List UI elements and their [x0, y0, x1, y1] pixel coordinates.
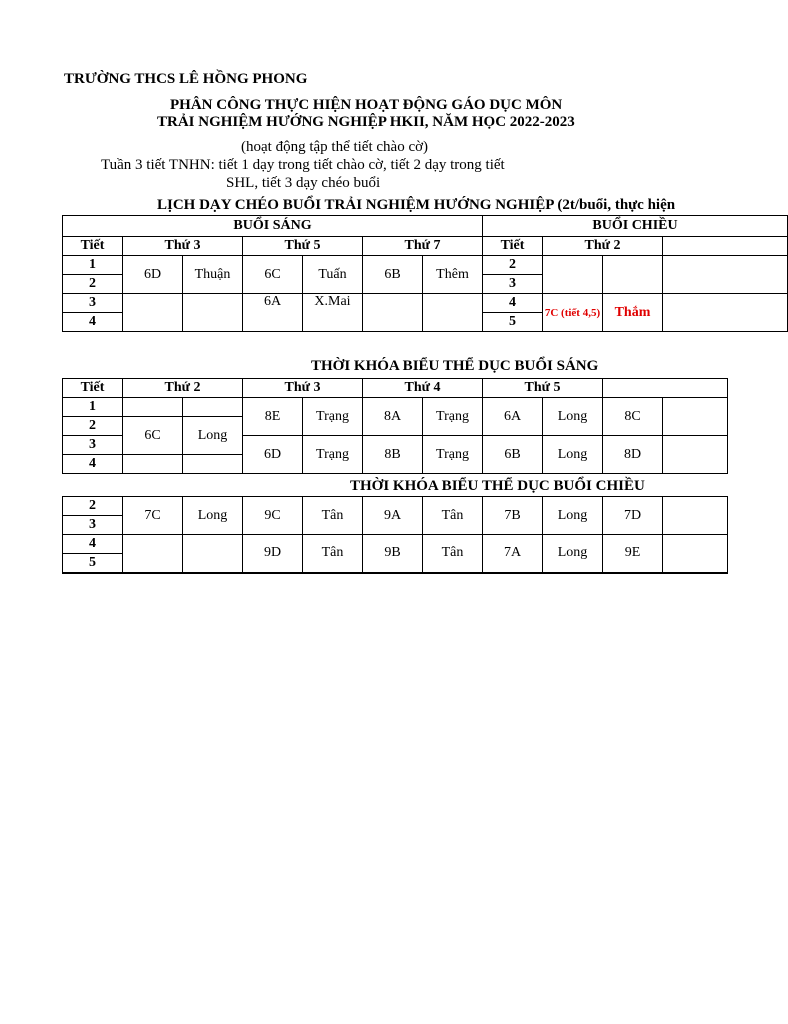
- col-tiet-afternoon: Tiết: [483, 237, 543, 256]
- morning-session-header: BUỔI SÁNG: [63, 216, 483, 237]
- col-thu7: Thứ 7: [363, 237, 483, 256]
- t2-empty-4b: [183, 455, 243, 474]
- t2-period-2: 2: [63, 417, 123, 436]
- t3-period-4: 4: [63, 535, 123, 554]
- t2-cell: 8C: [603, 398, 663, 436]
- period-1: 1: [63, 256, 123, 275]
- table1: [62, 215, 788, 332]
- t2-cell: 8A: [363, 398, 423, 436]
- period-3: 3: [63, 294, 123, 313]
- thu5-class-b: 6A: [243, 294, 303, 332]
- t2-col-thu4: Thứ 4: [363, 379, 483, 398]
- col-extra: [663, 237, 788, 256]
- thu2-class: 7C (tiết 4,5): [543, 294, 603, 332]
- col-tiet-morning: Tiết: [63, 237, 123, 256]
- period-4-afternoon: 4: [483, 294, 543, 313]
- thu5-class-a: 6C: [243, 256, 303, 294]
- table2-heading: THỜI KHÓA BIỂU THỂ DỤC BUỔI SÁNG: [311, 358, 599, 374]
- t2-col-thu5: Thứ 5: [483, 379, 603, 398]
- note-line1: (hoạt động tập thể tiết chào cờ): [241, 139, 429, 155]
- t2-empty-1a: [123, 398, 183, 417]
- t2-cell: Long: [543, 436, 603, 474]
- t3-cell: 9D: [243, 535, 303, 573]
- t2-thu2-class: 6C: [123, 417, 183, 455]
- t3-cell: Long: [543, 497, 603, 535]
- col-thu5: Thứ 5: [243, 237, 363, 256]
- thu2-empty-b: [603, 256, 663, 294]
- period-2-afternoon: 2: [483, 256, 543, 275]
- t3-cell: Long: [183, 497, 243, 535]
- period-4: 4: [63, 313, 123, 332]
- t3-cell-empty: [663, 497, 728, 535]
- t3-cell: 7D: [603, 497, 663, 535]
- t3-cell: 9B: [363, 535, 423, 573]
- document-title-line1: PHÂN CÔNG THỰC HIỆN HOẠT ĐỘNG GÁO DỤC MÔN: [170, 97, 563, 113]
- t2-thu2-teacher: Long: [183, 417, 243, 455]
- thu7-empty-b: [423, 294, 483, 332]
- table2-container: [62, 378, 668, 478]
- table1-heading: LỊCH DẠY CHÉO BUỔI TRẢI NGHIỆM HƯỚNG NGHIỆP (2t/buổi, thực hiện: [157, 197, 676, 213]
- t3-cell: Long: [543, 535, 603, 573]
- t3-cell: 9C: [243, 497, 303, 535]
- t2-col-tiet: Tiết: [63, 379, 123, 398]
- t2-cell: Trạng: [303, 436, 363, 474]
- t3-cell: 7A: [483, 535, 543, 573]
- t3-cell-empty: [663, 535, 728, 573]
- t2-empty-4a: [123, 455, 183, 474]
- t3-cell: Tân: [303, 535, 363, 573]
- thu7-empty-a: [363, 294, 423, 332]
- col-thu2: Thứ 2: [543, 237, 663, 256]
- t3-cell: 9A: [363, 497, 423, 535]
- thu7-teacher: Thêm: [423, 256, 483, 294]
- t2-col-thu6: [603, 379, 728, 398]
- note-line3: SHL, tiết 3 dạy chéo buổi: [226, 175, 381, 191]
- t3-cell: 7B: [483, 497, 543, 535]
- col-thu3: Thứ 3: [123, 237, 243, 256]
- t2-cell: Long: [543, 398, 603, 436]
- document-title-line2: TRẢI NGHIỆM HƯỚNG NGHIỆP HKII, NĂM HỌC 2022-2023: [157, 114, 575, 130]
- table1-container: [62, 215, 678, 337]
- t2-cell: 6B: [483, 436, 543, 474]
- t3-empty-b: [183, 535, 243, 573]
- t2-cell: 8D: [603, 436, 663, 474]
- thu3-empty-b: [183, 294, 243, 332]
- thu2-empty-a: [543, 256, 603, 294]
- t3-cell: Tân: [423, 535, 483, 573]
- thu3-class: 6D: [123, 256, 183, 294]
- school-name: TRƯỜNG THCS LÊ HỒNG PHONG: [64, 71, 308, 87]
- table3: [62, 496, 728, 574]
- t2-cell: Trạng: [423, 398, 483, 436]
- table2: [62, 378, 728, 474]
- thu3-teacher: Thuận: [183, 256, 243, 294]
- t2-period-3: 3: [63, 436, 123, 455]
- t3-period-3: 3: [63, 516, 123, 535]
- t2-period-1: 1: [63, 398, 123, 417]
- t3-cell: 7C: [123, 497, 183, 535]
- table3-container: [62, 496, 668, 578]
- t3-cell: Tân: [303, 497, 363, 535]
- t2-col-thu2: Thứ 2: [123, 379, 243, 398]
- t2-col-thu3: Thứ 3: [243, 379, 363, 398]
- t2-cell: 8E: [243, 398, 303, 436]
- t3-period-5: 5: [63, 554, 123, 573]
- t2-empty-1b: [183, 398, 243, 417]
- period-5-afternoon: 5: [483, 313, 543, 332]
- afternoon-session-header: BUỔI CHIỀU: [483, 216, 788, 237]
- t2-cell: Trạng: [423, 436, 483, 474]
- t3-cell: 9E: [603, 535, 663, 573]
- t2-cell-empty: [663, 398, 728, 436]
- extra-empty-b: [663, 294, 788, 332]
- t2-cell: Trạng: [303, 398, 363, 436]
- thu3-empty-a: [123, 294, 183, 332]
- thu7-class: 6B: [363, 256, 423, 294]
- t3-empty-a: [123, 535, 183, 573]
- t2-cell-empty: [663, 436, 728, 474]
- t3-period-2: 2: [63, 497, 123, 516]
- extra-empty-a: [663, 256, 788, 294]
- t2-cell: 8B: [363, 436, 423, 474]
- thu5-teacher-b: X.Mai: [303, 294, 363, 332]
- t2-period-4: 4: [63, 455, 123, 474]
- t2-cell: 6D: [243, 436, 303, 474]
- t2-cell: 6A: [483, 398, 543, 436]
- t3-cell: Tân: [423, 497, 483, 535]
- note-line2: Tuần 3 tiết TNHN: tiết 1 dạy trong tiết chào cờ, tiết 2 dạy trong tiết: [101, 157, 505, 173]
- thu5-teacher-a: Tuấn: [303, 256, 363, 294]
- period-3-afternoon: 3: [483, 275, 543, 294]
- table3-heading: THỜI KHÓA BIỂU THỂ DỤC BUỔI CHIỀU: [350, 478, 645, 494]
- thu2-teacher: Thắm: [603, 294, 663, 332]
- period-2: 2: [63, 275, 123, 294]
